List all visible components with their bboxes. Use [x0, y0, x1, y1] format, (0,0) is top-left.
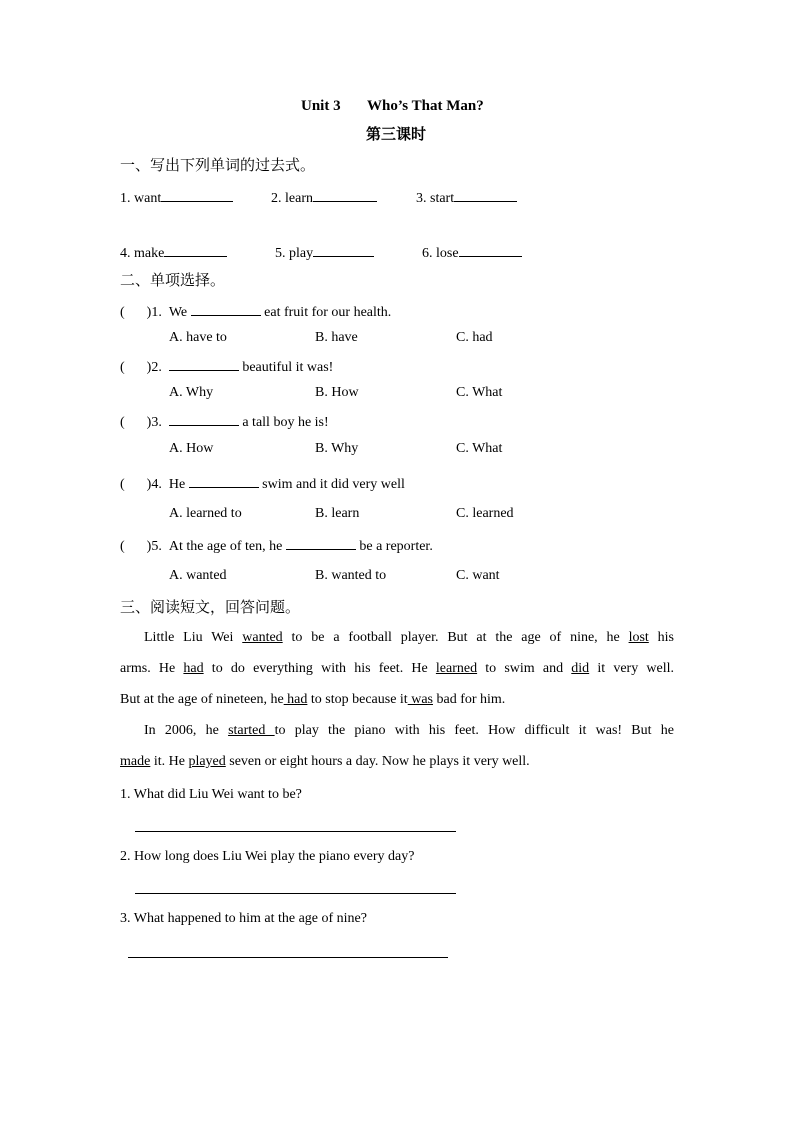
answer-paren-close: )	[146, 415, 152, 430]
word-label: 5. play	[275, 246, 314, 261]
word-item	[271, 188, 377, 208]
passage-text: to play the piano with his feet. How difficult it was! But he	[274, 723, 674, 738]
underlined-verb: had	[183, 661, 204, 676]
underlined-verb: played	[188, 754, 226, 769]
option-c[interactable]: C. had	[456, 330, 493, 345]
word-item	[120, 188, 233, 208]
option-a[interactable]: A. Why	[169, 385, 214, 400]
answer-paren-open: (	[120, 305, 125, 320]
question-blank[interactable]	[189, 474, 259, 488]
passage-text: to be a football player. But at the age of nine, he	[282, 630, 629, 645]
passage-text: to swim and	[477, 661, 572, 676]
question-number: 5.	[151, 539, 162, 554]
section2-heading: 二、单项选择。	[120, 271, 226, 289]
passage-text: to stop because it	[307, 692, 408, 707]
question-post: eat fruit for our health.	[264, 305, 392, 320]
answer-line[interactable]	[135, 831, 456, 832]
question-post: swim and it did very well	[262, 477, 405, 492]
question-number: 2.	[151, 360, 162, 375]
underlined-verb: lost	[628, 630, 649, 645]
passage-text: bad for him.	[432, 692, 506, 707]
word-item	[416, 188, 517, 208]
answer-paren-open: (	[120, 477, 125, 492]
answer-paren-open: (	[120, 360, 125, 375]
reading-question-2: 2. How long does Liu Wei play the piano every day?	[120, 849, 415, 864]
passage-text: it. He	[150, 754, 189, 769]
question-post: be a reporter.	[359, 539, 433, 554]
passage-line	[120, 653, 674, 684]
question-5	[120, 536, 433, 556]
question-blank[interactable]	[169, 357, 239, 371]
answer-blank[interactable]	[313, 243, 374, 257]
underlined-verb: had	[283, 692, 308, 707]
option-a[interactable]: A. learned to	[169, 506, 242, 521]
answer-paren-close: )	[146, 305, 152, 320]
underlined-verb: started	[228, 723, 275, 738]
option-c[interactable]: C. want	[456, 568, 500, 583]
word-label: 2. learn	[271, 191, 313, 206]
option-b[interactable]: B. Why	[315, 441, 359, 456]
passage-text: In 2006, he	[144, 723, 229, 738]
answer-paren-close: )	[146, 477, 152, 492]
underlined-verb: was	[407, 692, 433, 707]
answer-blank[interactable]	[454, 188, 517, 202]
underlined-verb: made	[120, 754, 151, 769]
passage-text: his	[648, 630, 674, 645]
word-item	[422, 243, 522, 263]
question-pre: He	[168, 477, 186, 492]
question-1	[120, 302, 391, 322]
lesson-title: 第三课时	[366, 125, 427, 143]
underlined-verb: did	[571, 661, 590, 676]
answer-blank[interactable]	[161, 188, 233, 202]
passage-text: it very well.	[589, 661, 674, 676]
passage-text: Little Liu Wei	[144, 630, 243, 645]
option-b[interactable]: B. learn	[315, 506, 360, 521]
question-number: 1.	[151, 305, 162, 320]
answer-line[interactable]	[135, 893, 456, 894]
question-pre: We	[168, 305, 188, 320]
answer-blank[interactable]	[313, 188, 377, 202]
question-3	[120, 412, 329, 432]
passage-text: to do everything with his feet. He	[203, 661, 436, 676]
underlined-verb: wanted	[242, 630, 283, 645]
option-b[interactable]: B. wanted to	[315, 568, 387, 583]
question-2	[120, 357, 333, 377]
question-blank[interactable]	[286, 536, 356, 550]
question-post: beautiful it was!	[242, 360, 334, 375]
question-post: a tall boy he is!	[242, 415, 329, 430]
answer-blank[interactable]	[459, 243, 522, 257]
option-c[interactable]: C. What	[456, 385, 503, 400]
option-a[interactable]: A. How	[169, 441, 214, 456]
section3-heading: 三、阅读短文，回答问题。	[120, 598, 301, 616]
option-b[interactable]: B. How	[315, 385, 359, 400]
passage-line	[120, 715, 674, 746]
question-number: 4.	[151, 477, 162, 492]
underlined-verb: learned	[435, 661, 478, 676]
option-c[interactable]: C. learned	[456, 506, 514, 521]
passage-line	[120, 684, 674, 715]
answer-paren-open: (	[120, 539, 125, 554]
question-pre: At the age of ten, he	[168, 539, 283, 554]
option-c[interactable]: C. What	[456, 441, 503, 456]
answer-paren-close: )	[146, 360, 152, 375]
option-a[interactable]: A. wanted	[169, 568, 227, 583]
word-label: 3. start	[416, 191, 455, 206]
reading-question-3: 3. What happened to him at the age of nine?	[120, 911, 367, 926]
question-blank[interactable]	[169, 412, 239, 426]
word-label: 1. want	[120, 191, 162, 206]
word-item	[275, 243, 374, 263]
passage-text: seven or eight hours a day. Now he plays it very well.	[225, 754, 530, 769]
answer-paren-close: )	[146, 539, 152, 554]
word-label: 4. make	[120, 246, 165, 261]
question-4	[120, 474, 405, 494]
unit-label: Unit 3	[301, 98, 341, 114]
question-number: 3.	[151, 415, 162, 430]
option-a[interactable]: A. have to	[169, 330, 227, 345]
section1-heading: 一、写出下列单词的过去式。	[120, 156, 316, 174]
answer-paren-open: (	[120, 415, 125, 430]
passage-line	[120, 622, 674, 653]
word-label: 6. lose	[422, 246, 459, 261]
reading-question-1: 1. What did Liu Wei want to be?	[120, 787, 302, 802]
unit-title: Who’s That Man?	[367, 98, 484, 114]
answer-line[interactable]	[128, 957, 448, 958]
passage-line	[120, 746, 674, 777]
option-b[interactable]: B. have	[315, 330, 358, 345]
word-item	[120, 243, 227, 263]
passage-text: arms. He	[120, 661, 184, 676]
passage-text: But at the age of nineteen, he	[120, 692, 284, 707]
question-blank[interactable]	[191, 302, 261, 316]
answer-blank[interactable]	[164, 243, 227, 257]
